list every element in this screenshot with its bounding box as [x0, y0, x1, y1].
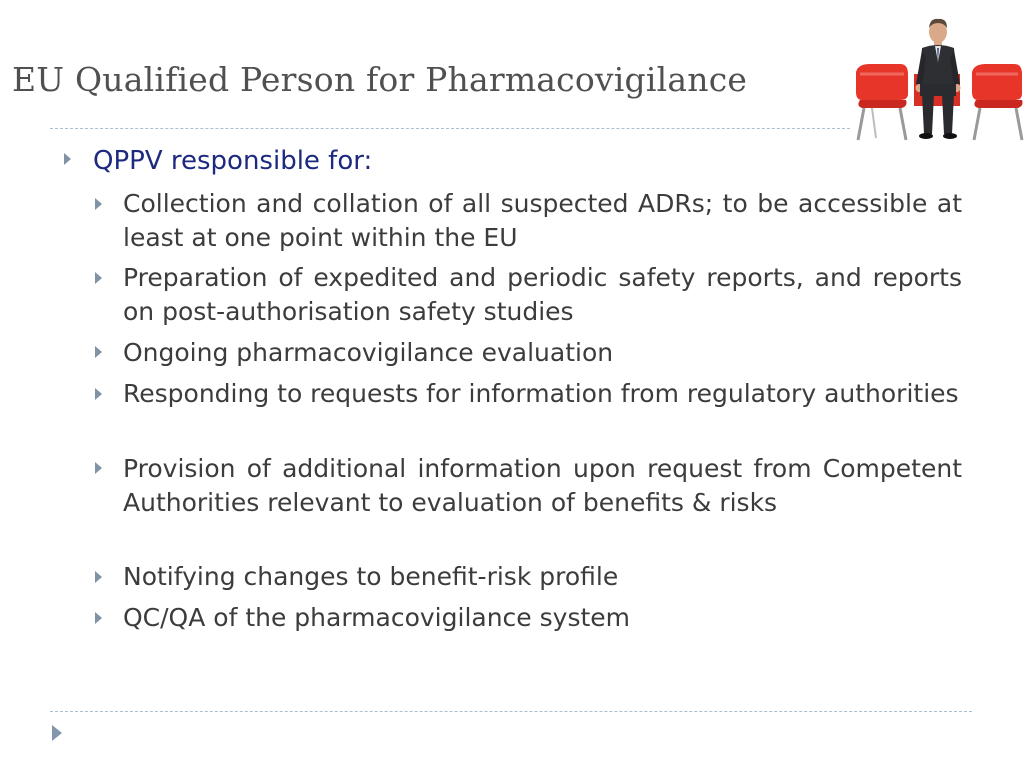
sub-bullet-1: Collection and collation of all suspected ADRs; to be accessible at least at one point within the EU	[123, 189, 962, 252]
title-divider	[50, 128, 850, 129]
bullet-marker-icon	[95, 198, 102, 210]
heading-bullet: QPPV responsible for:	[93, 146, 373, 176]
footer-divider	[50, 711, 972, 712]
next-slide-icon[interactable]	[52, 725, 62, 741]
red-chair-right	[972, 64, 1023, 140]
sub-bullet-3: Ongoing pharmacovigilance evaluation	[123, 338, 614, 367]
man-sitting-on-chairs-photo	[852, 14, 1024, 146]
bullet-marker-icon	[95, 612, 102, 624]
bullet-marker-icon	[64, 153, 71, 165]
bullet-marker-icon	[95, 462, 102, 474]
sub-bullet-5: Provision of additional information upon request from Competent Authorities relevant to evaluation of benefits & risks	[123, 454, 962, 517]
bullet-marker-icon	[95, 272, 102, 284]
sub-bullet-2: Preparation of expedited and periodic safety reports, and reports on post-authorisation safety studies	[123, 263, 962, 326]
sub-bullet-6: Notifying changes to benefit-risk profile	[123, 562, 619, 591]
sub-bullet-7: QC/QA of the pharmacovigilance system	[123, 603, 631, 632]
slide-title: EU Qualified Person for Pharmacovigilance	[12, 60, 748, 99]
bullet-marker-icon	[95, 571, 102, 583]
red-chair-left	[856, 64, 908, 140]
bullet-marker-icon	[95, 388, 102, 400]
bullet-marker-icon	[95, 346, 102, 358]
sub-bullet-4: Responding to requests for information from regulatory authorities	[123, 379, 959, 408]
seated-man	[914, 19, 961, 139]
